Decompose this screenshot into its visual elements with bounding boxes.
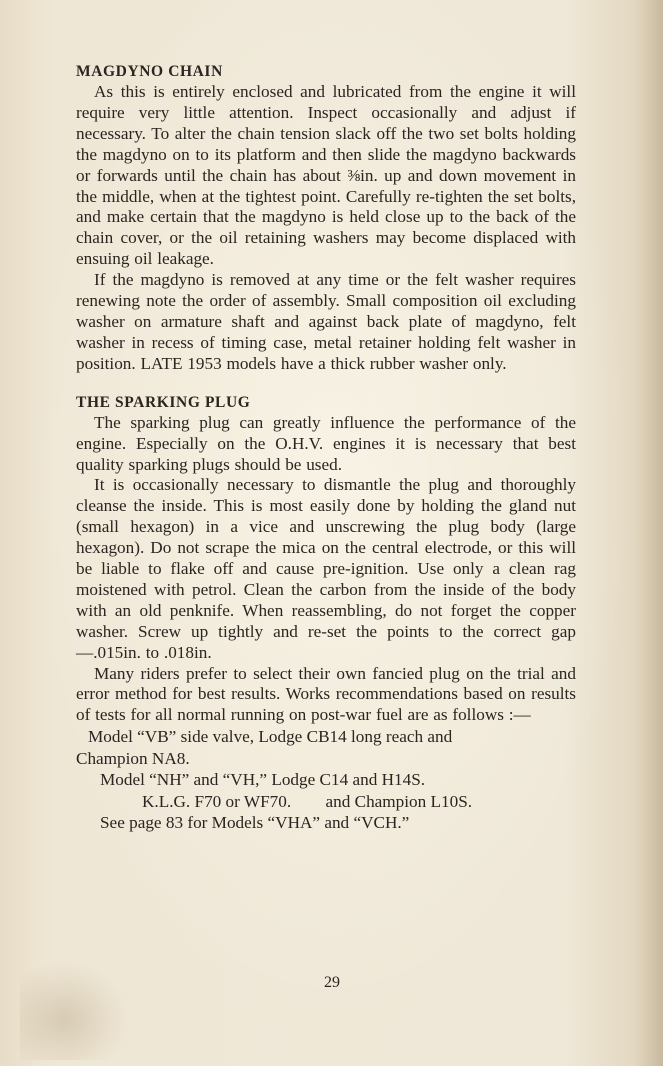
- paragraph: It is occasionally necessary to dismantle the plug and thoroughly cleanse the inside. This is most easily done by holding the gland nut (small hexagon) in a vice and unscrewing the plug body (large hexagon). Do not scrape the mica on the central electrode, or this will be liable to flake off and cause pre-ignition. Use only a clean rag moistened with petrol. Clean the carbon from the inside of the body with an old penknife. When reassembling, do not forget the copper washer. Screw up tightly and re-set the points to the correct gap—.015in. to .018in.: [76, 475, 576, 662]
- plug-recommendation-line: Model “VB” side valve, Lodge CB14 long reach and: [88, 727, 453, 747]
- section-magdyno-chain: [76, 62, 576, 375]
- section-heading: THE SPARKING PLUG: [76, 393, 251, 411]
- paper-stain: [20, 960, 130, 1060]
- plug-recommendation-line: Champion NA8.: [76, 748, 190, 768]
- plug-recommendation-line: See page 83 for Models “VHA” and “VCH.”: [100, 813, 410, 833]
- plug-recommendation-line: Model “NH” and “VH,” Lodge C14 and H14S.: [100, 770, 426, 790]
- page-content: [76, 62, 576, 834]
- paragraph: The sparking plug can greatly influence the performance of the engine. Especially on the O.H.V. engines it is necessary that best quality sparking plugs should be used.: [76, 412, 576, 474]
- page-edge-shadow: [633, 0, 663, 1066]
- paragraph: Many riders prefer to select their own fancied plug on the trial and error method for best results. Works recommendations based on results of tests for all normal running on post-war fuel are as follows :—: [76, 663, 576, 725]
- paragraph: As this is entirely enclosed and lubricated from the engine it will require very little attention. Inspect occasionally and adjust if necessary. To alter the chain tension slack off the two set bolts holding the magdyno on to its platform and then slide the magdyno backwards or forwards until the chain has about ⅜in. up and down movement in the middle, when at the tightest point. Carefully re-tighten the set bolts, and make certain that the magdyno is held close up to the back of the chain cover, or the oil retaining washers may become displaced with ensuing oil leakage.: [76, 82, 576, 269]
- page-number: 29: [324, 974, 340, 991]
- plug-recommendation-line: K.L.G. F70 or WF70. and Champion L10S.: [142, 791, 473, 811]
- paragraph: If the magdyno is removed at any time or the felt washer requires renewing note the order of assembly. Small composition oil excluding washer on armature shaft and against back plate of magdyno, felt washer in recess of timing case, metal retainer holding felt washer in position. LATE 1953 models have a thick rubber washer only.: [76, 270, 576, 373]
- section-sparking-plug: [76, 393, 576, 834]
- section-heading: MAGDYNO CHAIN: [76, 63, 223, 80]
